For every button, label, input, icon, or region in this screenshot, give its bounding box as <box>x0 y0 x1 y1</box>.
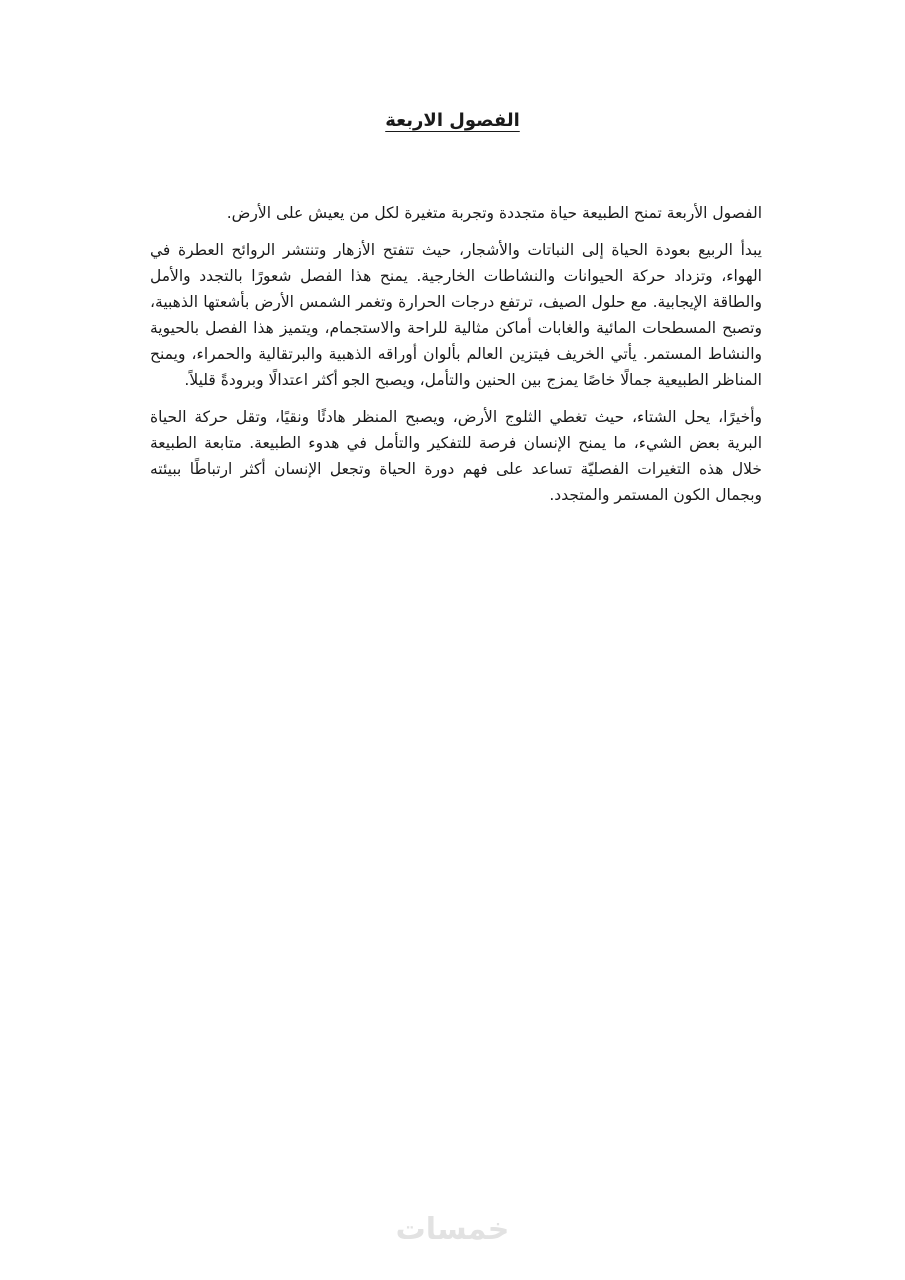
paragraph-spring-summer-autumn: يبدأ الربيع بعودة الحياة إلى النباتات والأشجار، حيث تتفتح الأزهار وتنتشر الروائح العطرة في الهواء، وتزداد حركة الحيوانات والنشاطات الخارجية. يمنح هذا الفصل شعورًا بالتجدد والأمل والطاقة الإيجابية. مع حلول الصيف، ترتفع درجات الحرارة وتغمر الشمس الأرض بأشعتها الذهبية، وتصبح المسطحات المائية والغابات أماكن مثالية للراحة والاستجمام، ويتميز هذا الفصل بالحيوية والنشاط المستمر. يأتي الخريف فيتزين العالم بألوان أوراقه الذهبية والبرتقالية والحمراء، ويمنح المناظر الطبيعية جمالًا خاصًا يمزج بين الحنين والتأمل، ويصبح الجو أكثر اعتدالًا وبرودةً قليلاً. <box>150 241 762 389</box>
paragraph-winter: وأخيرًا، يحل الشتاء، حيث تغطي الثلوج الأرض، ويصبح المنظر هادئًا ونقيًا، وتقل حركة الحياة البرية بعض الشيء، ما يمنح الإنسان فرصة للتفكير والتأمل في هدوء الطبيعة. متابعة الطبيعة خلال هذه التغيرات الفصليّة تساعد على فهم دورة الحياة وتجعل الإنسان أكثر ارتباطًا ببيئته وبجمال الكون المستمر والمتجدد. <box>150 408 762 504</box>
document-body <box>150 200 762 519</box>
paragraph-intro: الفصول الأربعة تمنح الطبيعة حياة متجددة وتجربة متغيرة لكل من يعيش على الأرض. <box>226 204 762 222</box>
page-title: الفصول الاربعة <box>385 110 520 131</box>
watermark-logo: خمسات <box>395 1212 510 1247</box>
